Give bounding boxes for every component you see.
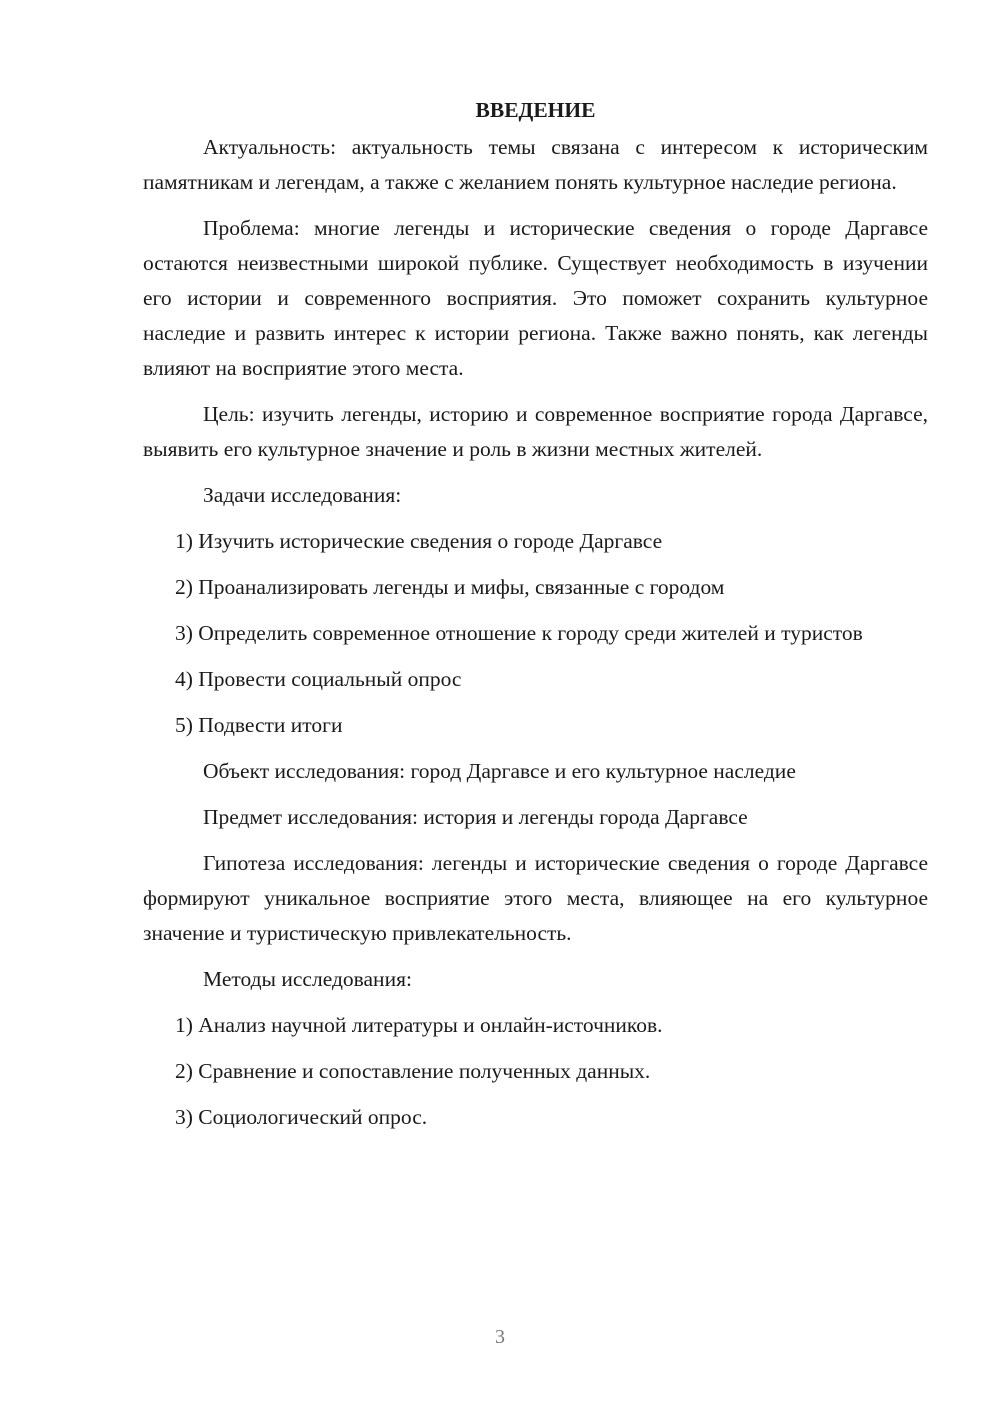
task-item-3: 3) Определить современное отношение к городу среди жителей и туристов xyxy=(175,621,863,645)
goal-paragraph: Цель: изучить легенды, историю и современное восприятие города Даргавсе, выявить его культурное значение и роль в жизни местных жителей. xyxy=(143,402,928,461)
methods-heading: Методы исследования: xyxy=(203,967,412,991)
method-item-1: 1) Анализ научной литературы и онлайн-источников. xyxy=(175,1013,663,1037)
hypothesis-paragraph: Гипотеза исследования: легенды и исторические сведения о городе Даргавсе формируют уникальное восприятие этого места, влияющее на его культурное значение и туристическую привлекательность. xyxy=(143,851,928,945)
method-item-2: 2) Сравнение и сопоставление полученных данных. xyxy=(175,1059,651,1083)
tasks-heading: Задачи исследования: xyxy=(203,483,402,507)
relevance-paragraph: Актуальность: актуальность темы связана с интересом к историческим памятникам и легендам, а также с желанием понять культурное наследие региона. xyxy=(143,135,928,194)
page-content xyxy=(143,93,928,1146)
research-object: Объект исследования: город Даргавсе и его культурное наследие xyxy=(203,759,796,783)
page-title: ВВЕДЕНИЕ xyxy=(475,98,596,122)
problem-paragraph: Проблема: многие легенды и исторические сведения о городе Даргавсе остаются неизвестными широкой публике. Существует необходимость в изучении его истории и современного восприятия. Это поможет сохранить культурное наследие и развить интерес к истории региона. Также важно понять, как легенды влияют на восприятие этого места. xyxy=(143,216,928,380)
task-item-2: 2) Проанализировать легенды и мифы, связанные с городом xyxy=(175,575,725,599)
research-subject: Предмет исследования: история и легенды города Даргавсе xyxy=(203,805,748,829)
page-number: 3 xyxy=(495,1326,505,1348)
task-item-4: 4) Провести социальный опрос xyxy=(175,667,462,691)
method-item-3: 3) Социологический опрос. xyxy=(175,1105,428,1129)
task-item-1: 1) Изучить исторические сведения о городе Даргавсе xyxy=(175,529,663,553)
task-item-5: 5) Подвести итоги xyxy=(175,713,343,737)
